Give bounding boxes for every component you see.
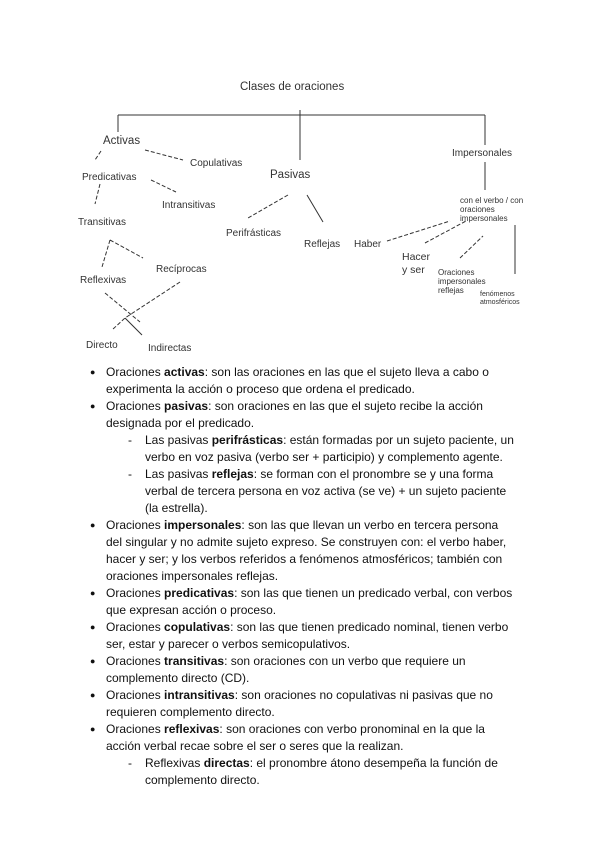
item-text: Oraciones (106, 688, 165, 702)
term: reflejas (211, 467, 254, 481)
item-text: : son las oraciones en las que el sujeto lleva a cabo o experimenta la acción o proceso que ordena el predicado. (106, 365, 489, 396)
node-predicativas: Predicativas (82, 172, 137, 183)
item-text: : son oraciones con un verbo que requiere un complemento directo (CD). (106, 654, 466, 685)
item-text: : son las que tienen un predicado verbal, con verbos que expresan acción o proceso. (106, 586, 513, 617)
bullet: ● (90, 401, 96, 411)
node-indirectas: Indirectas (148, 343, 192, 354)
node-copulativas: Copulativas (190, 158, 243, 169)
list-item (0, 432, 600, 466)
term: impersonales (164, 518, 242, 532)
definitions-list (0, 364, 600, 789)
list-item (0, 364, 600, 398)
bullet: ● (90, 690, 96, 700)
item-text: Oraciones (106, 722, 165, 736)
item-text: Las pasivas (145, 467, 212, 481)
list-item (0, 755, 600, 789)
node-haber: Haber (354, 239, 382, 250)
term: transitivas (164, 654, 225, 668)
item-text: Reflexivas (145, 756, 204, 770)
term: predicativas (164, 586, 235, 600)
item-text: : son oraciones no copulativas ni pasivas que no requieren complemento directo. (106, 688, 493, 719)
item-text: Las pasivas (145, 433, 212, 447)
item-text: Oraciones (106, 365, 165, 379)
bullet: ● (90, 367, 96, 377)
term: reflexivas (164, 722, 220, 736)
item-text: Oraciones (106, 620, 165, 634)
item-text: Oraciones (106, 399, 165, 413)
node-transitivas: Transitivas (78, 217, 126, 228)
list-item (0, 585, 600, 619)
item-text: : el pronombre átono desempeña la función de complemento directo. (145, 756, 498, 787)
node-reflejas: Reflejas (304, 239, 341, 250)
item-text: Oraciones (106, 654, 165, 668)
list-item (0, 398, 600, 432)
term: directas (203, 756, 250, 770)
term: pasivas (164, 399, 209, 413)
item-text: : están formadas por un sujeto paciente, un verbo en voz pasiva (verbo ser + participio) y complemento agente. (145, 433, 514, 464)
bullet: ● (90, 656, 96, 666)
list-item (0, 721, 600, 755)
node-reciprocas: Recíprocas (156, 264, 207, 275)
diagram-title: Clases de oraciones (240, 81, 345, 93)
node-con-verbo: con el verbo / con oraciones impersonales (460, 196, 524, 223)
item-text: : son oraciones con verbo pronominal en la que la acción verbal recae sobre el ser o seres que la realizan. (106, 722, 485, 753)
bullet: ● (90, 622, 96, 632)
item-text: : son oraciones en las que el sujeto recibe la acción designada por el predicado. (106, 399, 483, 430)
bullet: - (128, 467, 132, 481)
node-impersonales: Impersonales (452, 148, 513, 159)
node-intransitivas: Intransitivas (162, 200, 216, 211)
node-reflexivas: Reflexivas (80, 275, 127, 286)
item-text: : se forman con el pronombre se y una forma verbal de tercera persona en voz activa (se ve) + un sujeto paciente (la estrella). (145, 467, 507, 515)
node-activas: Activas (103, 135, 141, 147)
term: activas (164, 365, 205, 379)
term: intransitivas (164, 688, 235, 702)
node-directo: Directo (86, 340, 118, 351)
item-text: Oraciones (106, 586, 165, 600)
node-fenomenos: fenómenos atmosféricos (480, 291, 520, 306)
item-text: : son las que tienen predicado nominal, tienen verbo ser, estar y parecer o verbos semicopulativos. (106, 620, 509, 651)
list-item (0, 687, 600, 721)
node-hacer-ser: Hacer y ser (402, 251, 431, 276)
bullet: ● (90, 588, 96, 598)
bullet: - (128, 756, 132, 770)
item-text: Oraciones (106, 518, 165, 532)
bullet: ● (90, 724, 96, 734)
bullet: ● (90, 520, 96, 530)
list-item (0, 466, 600, 517)
list-item (0, 653, 600, 687)
node-perifrasticas: Perifrásticas (226, 228, 282, 239)
node-imp-reflejas: Oraciones impersonales reflejas (438, 268, 486, 295)
item-text: : son las que llevan un verbo en tercera persona del singular y no admite sujeto expreso. Se construyen con: el verbo haber, hacer y ser; y los verbos referidos a fenómenos atmosféricos; también con oraciones impersonales reflejas. (106, 518, 507, 583)
list-item (0, 619, 600, 653)
node-pasivas: Pasivas (270, 169, 311, 181)
term: copulativas (164, 620, 231, 634)
term: perifrásticas (211, 433, 284, 447)
list-item (0, 517, 600, 585)
bullet: - (128, 433, 132, 447)
